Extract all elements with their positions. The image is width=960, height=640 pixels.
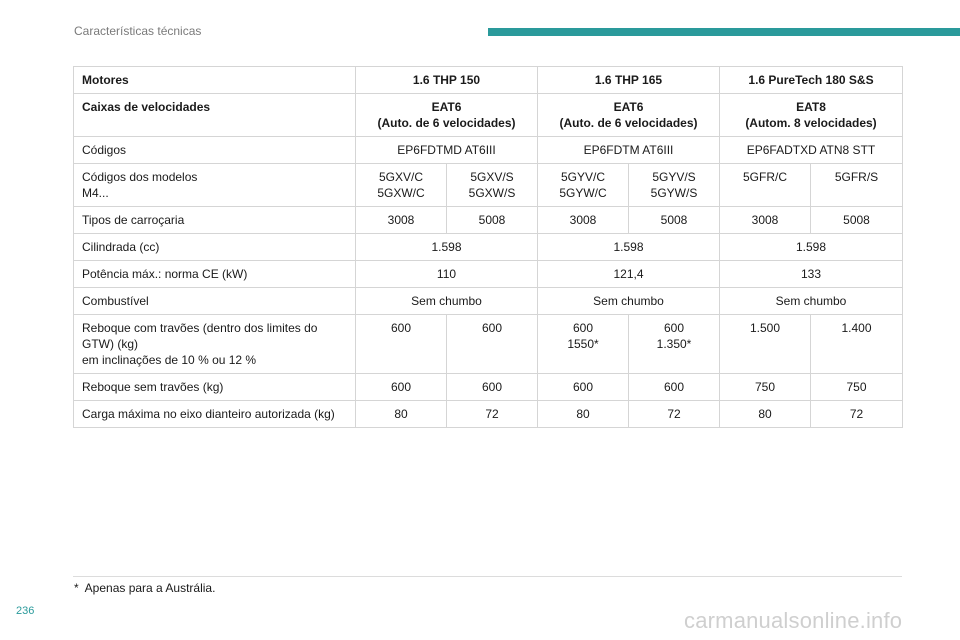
table-cell: 3008 — [356, 207, 447, 234]
table-cell: 1.6 THP 165 — [538, 67, 720, 94]
table-row — [74, 288, 903, 315]
table-cell: EAT6 (Auto. de 6 velocidades) — [356, 94, 538, 137]
table-cell: 5GXV/C 5GXW/C — [356, 164, 447, 207]
table-cell: 600 1.350* — [629, 315, 720, 374]
table-cell: 600 — [356, 315, 447, 374]
header-accent-bar — [488, 28, 960, 36]
table-cell: 1.598 — [720, 234, 903, 261]
table-cell: 600 — [538, 374, 629, 401]
table-cell: 5GXV/S 5GXW/S — [447, 164, 538, 207]
table-cell: 1.400 — [811, 315, 903, 374]
section-title: Características técnicas — [74, 24, 202, 38]
table-cell: 110 — [356, 261, 538, 288]
specifications-table-body — [74, 67, 903, 428]
table-row — [74, 261, 903, 288]
table-row — [74, 164, 903, 207]
table-cell: 5008 — [447, 207, 538, 234]
table-cell: Sem chumbo — [356, 288, 538, 315]
footnote-mark: * — [74, 581, 79, 595]
table-row — [74, 94, 903, 137]
row-label: Potência máx.: norma CE (kW) — [74, 261, 356, 288]
table-cell: 5GFR/S — [811, 164, 903, 207]
table-cell: 5GFR/C — [720, 164, 811, 207]
table-cell: 3008 — [538, 207, 629, 234]
table-cell: Sem chumbo — [538, 288, 720, 315]
row-label: Códigos dos modelos M4... — [74, 164, 356, 207]
table-cell: 5GYV/S 5GYW/S — [629, 164, 720, 207]
table-cell: 750 — [811, 374, 903, 401]
table-cell: 1.6 PureTech 180 S&S — [720, 67, 903, 94]
row-label: Reboque com travões (dentro dos limites do GTW) (kg) em inclinações de 10 % ou 12 % — [74, 315, 356, 374]
table-row — [74, 374, 903, 401]
table-row — [74, 234, 903, 261]
table-cell: EP6FDTMD AT6III — [356, 137, 538, 164]
table-cell: 80 — [356, 401, 447, 428]
row-label: Reboque sem travões (kg) — [74, 374, 356, 401]
page-number: 236 — [16, 605, 35, 617]
table-cell: 5008 — [811, 207, 903, 234]
row-label: Motores — [74, 67, 356, 94]
table-cell: Sem chumbo — [720, 288, 903, 315]
table-cell: 5008 — [629, 207, 720, 234]
footnote — [74, 581, 215, 595]
table-row — [74, 67, 903, 94]
table-cell: EP6FDTM AT6III — [538, 137, 720, 164]
table-cell: 1.6 THP 150 — [356, 67, 538, 94]
table-row — [74, 137, 903, 164]
table-cell: 72 — [629, 401, 720, 428]
table-row — [74, 401, 903, 428]
table-cell: 1.598 — [538, 234, 720, 261]
table-cell: 600 — [447, 374, 538, 401]
table-cell: 133 — [720, 261, 903, 288]
row-label: Caixas de velocidades — [74, 94, 356, 137]
table-cell: 600 1550* — [538, 315, 629, 374]
row-label: Códigos — [74, 137, 356, 164]
table-cell: 1.500 — [720, 315, 811, 374]
watermark: carmanualsonline.info — [684, 608, 903, 633]
footnote-text: Apenas para a Austrália. — [84, 581, 216, 595]
table-cell: 750 — [720, 374, 811, 401]
table-cell: 80 — [538, 401, 629, 428]
row-label: Cilindrada (cc) — [74, 234, 356, 261]
table-cell: 72 — [447, 401, 538, 428]
table-cell: EAT6 (Auto. de 6 velocidades) — [538, 94, 720, 137]
table-cell: 5GYV/C 5GYW/C — [538, 164, 629, 207]
table-cell: 600 — [629, 374, 720, 401]
table-cell: 600 — [447, 315, 538, 374]
table-row — [74, 315, 903, 374]
table-cell: EAT8 (Autom. 8 velocidades) — [720, 94, 903, 137]
table-cell: 600 — [356, 374, 447, 401]
footnote-divider — [73, 576, 902, 577]
table-cell: 121,4 — [538, 261, 720, 288]
row-label: Carga máxima no eixo dianteiro autorizada (kg) — [74, 401, 356, 428]
table-cell: 1.598 — [356, 234, 538, 261]
row-label: Combustível — [74, 288, 356, 315]
table-cell: 80 — [720, 401, 811, 428]
row-label: Tipos de carroçaria — [74, 207, 356, 234]
table-cell: EP6FADTXD ATN8 STT — [720, 137, 903, 164]
specifications-table — [73, 66, 903, 428]
table-cell: 72 — [811, 401, 903, 428]
table-row — [74, 207, 903, 234]
table-cell: 3008 — [720, 207, 811, 234]
